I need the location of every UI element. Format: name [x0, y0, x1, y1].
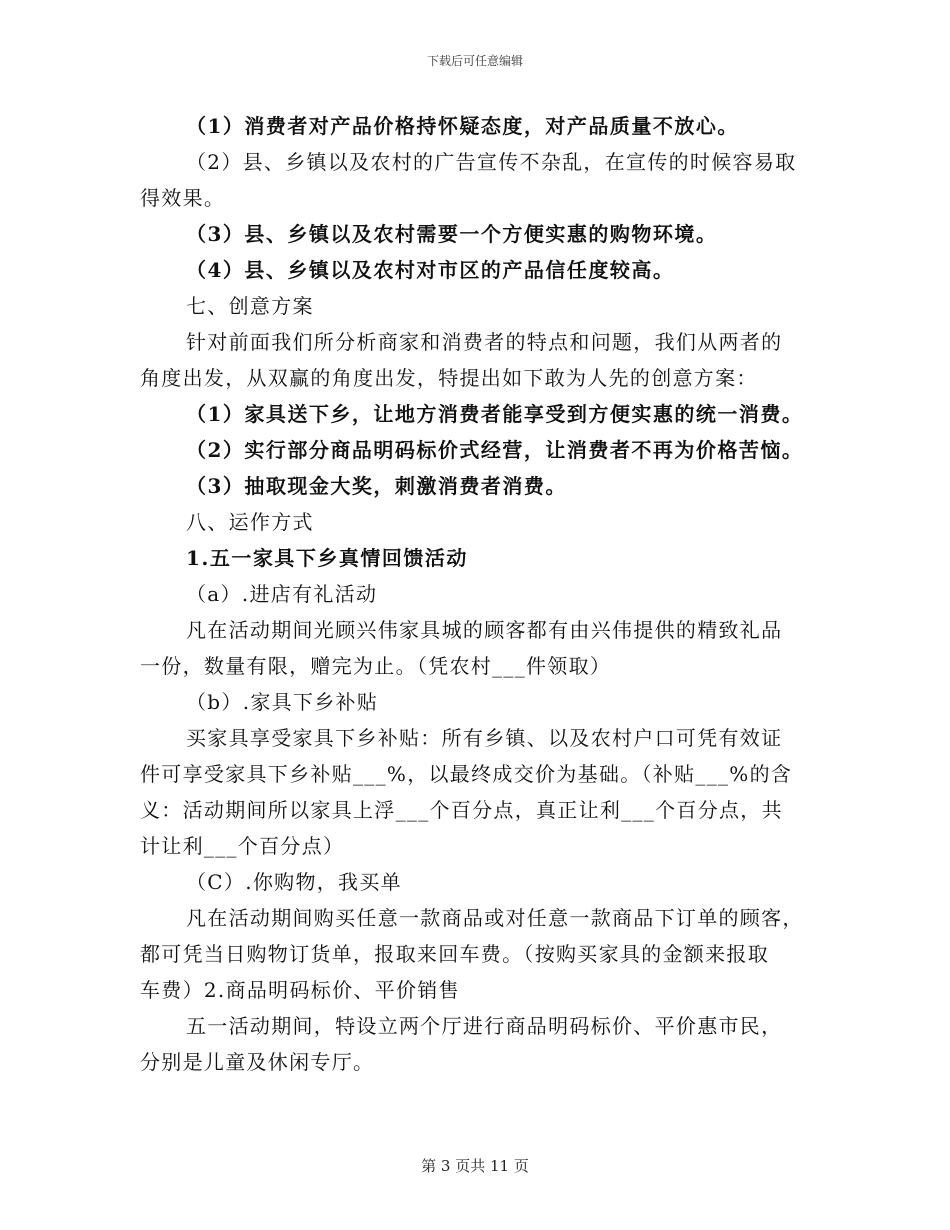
text-line: 针对前面我们所分析商家和消费者的特点和问题，我们从两者的 [186, 330, 783, 354]
text-line: （a）.进店有礼活动 [186, 582, 378, 606]
text-line: （2）实行部分商品明码标价式经营，让消费者不再为价格苦恼。 [186, 438, 804, 462]
text-line: （1）家具送下乡，让地方消费者能享受到方便实惠的统一消费。 [186, 402, 804, 426]
text-line: 都可凭当日购物订货单，报取来回车费。（按购买家具的金额来报取 [140, 942, 769, 966]
text-line: 分别是儿童及休闲专厅。 [140, 1050, 375, 1074]
text-line: 计让利___个百分点） [140, 834, 345, 858]
text-line: （4）县、乡镇以及农村对市区的产品信任度较高。 [186, 258, 675, 282]
text-line: 得效果。 [140, 186, 226, 210]
text-line: 凡在活动期间购买任意一款商品或对任意一款商品下订单的顾客， [186, 906, 804, 930]
page-header: 下载后可任意编辑 [426, 54, 523, 68]
text-line: 买家具享受家具下乡补贴：所有乡镇、以及农村户口可凭有效证 [186, 726, 783, 750]
text-line: 件可享受家具下乡补贴___%，以最终成交价为基础。（补贴___%的含 [140, 762, 793, 786]
text-line: 义：活动期间所以家具上浮___个百分点，真正让利___个百分点，共 [140, 798, 783, 822]
text-line: 角度出发，从双赢的角度出发，特提出如下敢为人先的创意方案： [140, 366, 758, 390]
text-line: （2）县、乡镇以及农村的广告宣传不杂乱，在宣传的时候容易取 [186, 150, 797, 174]
text-line: （b）.家具下乡补贴 [186, 690, 379, 714]
text-line: 车费）2.商品明码标价、平价销售 [140, 978, 460, 1002]
subsection-heading: 1.五一家具下乡真情回馈活动 [186, 546, 468, 570]
text-line: 五一活动期间，特设立两个厅进行商品明码标价、平价惠市民， [186, 1014, 783, 1038]
page-footer: 第 3 页共 11 页 [421, 1157, 529, 1175]
text-line: （1）消费者对产品价格持怀疑态度，对产品质量不放心。 [186, 114, 739, 138]
section-heading: 七、创意方案 [186, 294, 314, 318]
text-line: 凡在活动期间光顾兴伟家具城的顾客都有由兴伟提供的精致礼品 [186, 618, 783, 642]
text-line: （3）抽取现金大奖，刺激消费者消费。 [186, 474, 567, 498]
section-heading: 八、运作方式 [186, 510, 314, 534]
text-line: （3）县、乡镇以及农村需要一个方便实惠的购物环境。 [186, 222, 718, 246]
text-line: 一份，数量有限，赠完为止。（凭农村___件领取） [140, 654, 612, 678]
text-line: （C）.你购物，我买单 [186, 870, 402, 894]
document-body [140, 108, 810, 1080]
